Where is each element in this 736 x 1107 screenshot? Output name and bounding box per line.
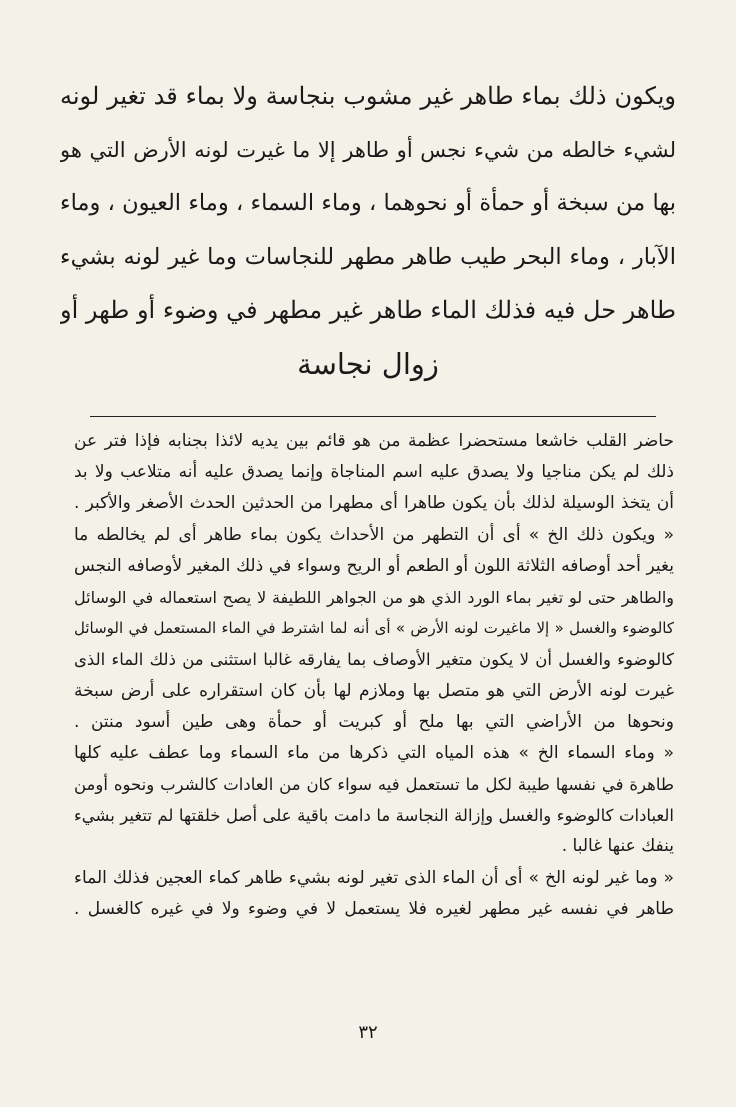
main-text-line: طاهر حل فيه فذلك الماء طاهر غير مطهر في وضوء أو طهر أو — [60, 296, 676, 324]
commentary-line: « وما غير لونه الخ » أى أن الماء الذى تغير لونه بشيء طاهر كماء العجين فذلك الماء — [74, 867, 674, 888]
commentary-line: كالوضوء والغسل « إلا ماغيرت لونه الأرض » أى أنه لما اشترط في الماء المستعمل في الوسائل — [74, 619, 674, 638]
commentary-line: طاهر في نفسه غير مطهر لغيره فلا يستعمل لا في وضوء ولا في غيره كالغسل . — [74, 898, 674, 919]
section-divider — [90, 416, 656, 417]
commentary-line: والطاهر حتى لو تغير بماء الورد الذي هو من الجواهر اللطيفة لا يصح استعماله في الوسائل — [74, 587, 674, 607]
main-text-line: زوال نجاسة — [297, 346, 439, 381]
main-text-line: ويكون ذلك بماء طاهر غير مشوب بنجاسة ولا بماء قد تغير لونه — [60, 82, 676, 110]
commentary-line: ونحوها من الأراضي التي بها ملح أو كبريت أو حمأة وهى طين أسود منتن . — [74, 711, 674, 732]
page-number: ٣٢ — [358, 1022, 378, 1043]
commentary-line: « وماء السماء الخ » هذه المياه التي ذكرها من ماء السماء وما عطف عليه كلها — [74, 742, 674, 763]
commentary-line: أن يتخذ الوسيلة لذلك بأن يكون طاهرا أى مطهرا من الحدثين الحدث الأصغر والأكبر . — [74, 493, 674, 514]
commentary-line: طاهرة في نفسها طيبة لكل ما تستعمل فيه سواء كان من العادات كالشرب ونحوه أومن — [74, 775, 674, 795]
commentary-line: ينفك عنها غالبا . — [561, 836, 674, 857]
commentary-line: العبادات كالوضوء والغسل وإزالة النجاسة ما دامت باقية على أصل خلقتها لم تتغير بشيء — [74, 806, 674, 826]
main-text-line: لشيء خالطه من شيء نجس أو طاهر إلا ما غيرت لونه الأرض التي هو — [60, 137, 676, 162]
main-text-block — [60, 70, 676, 391]
commentary-line: غيرت لونه الأرض التي هو متصل بها وملازم لها بأن كان استقراره على أرض سبخة — [74, 680, 674, 701]
commentary-line: ذلك لم يكن مناجيا ولا يصدق عليه اسم المناجاة وإنما يصدق عليه أنه متلاعب ولا بد — [74, 462, 674, 483]
main-text-line: بها من سبخة أو حمأة أو نحوهما ، وماء السماء ، وماء العيون ، وماء — [60, 190, 676, 216]
commentary-line: « ويكون ذلك الخ » أى أن التطهر من الأحداث يكون بماء طاهر أى لم يخالطه ما — [74, 524, 674, 545]
commentary-line: كالوضوء والغسل أن لا يكون متغير الأوصاف بما يفارقه غالبا استثنى من ذلك الماء الذى — [74, 650, 674, 670]
commentary-line: يغير أحد أوصافه الثلاثة اللون أو الطعم أو الريح وسواء في ذلك المغير لأوصافه النجس — [74, 555, 674, 576]
commentary-block — [74, 426, 674, 925]
main-text-line: الآبار ، وماء البحر طيب طاهر مطهر للنجاسات وما غير لونه بشيء — [60, 243, 676, 270]
commentary-line: حاضر القلب خاشعا مستحضرا عظمة من هو قائم بين يديه لائذا بجنابه فإذا فتر عن — [74, 431, 674, 451]
